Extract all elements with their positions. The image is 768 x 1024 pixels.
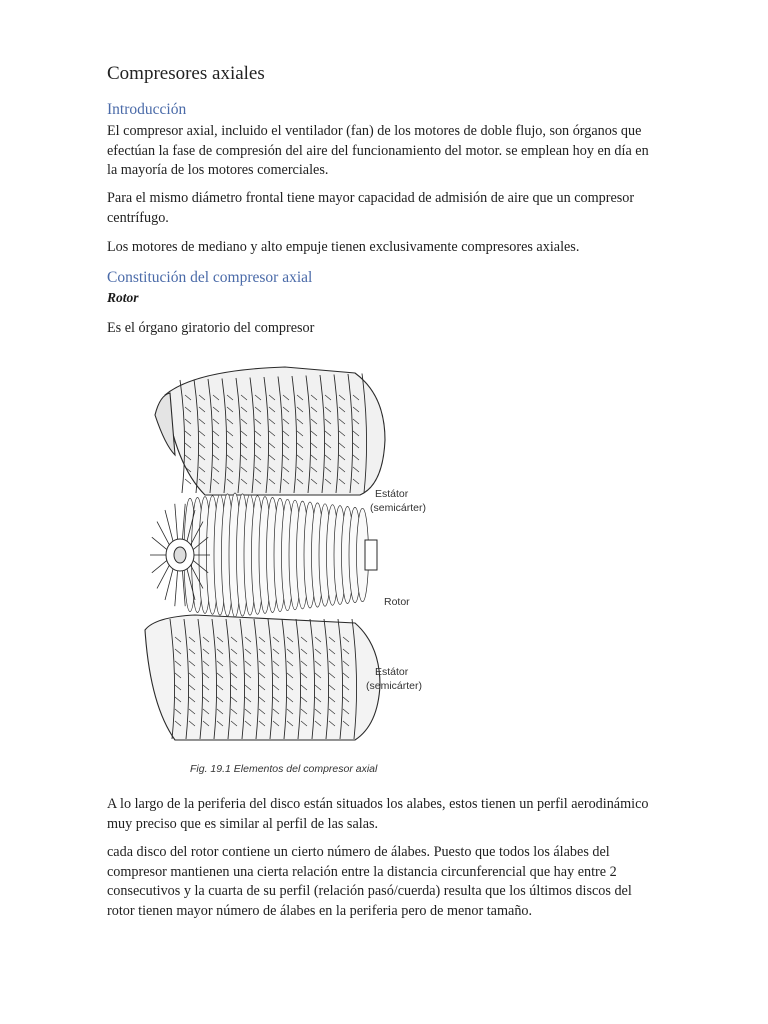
label-stator-bottom-1: Estátor <box>375 666 409 678</box>
figure-caption: Fig. 19.1 Elementos del compresor axial <box>190 763 378 775</box>
page-title: Compresores axiales <box>107 63 265 84</box>
stator-top-drawing <box>155 367 385 495</box>
heading-rotor: Rotor <box>107 290 139 305</box>
label-stator-top-2: (semicárter) <box>370 502 427 514</box>
compressor-figure <box>135 355 465 785</box>
stator-bottom-drawing <box>145 615 380 740</box>
heading-introduccion: Introducción <box>107 101 187 118</box>
paragraph-alabes-2: cada disco del rotor contiene un cierto número de álabes. Puesto que todos los álabes del compresor mantienen una cierta relación entre la distancia circunferencial que hay entre 2 consecutivos y la cuarta de su perfil (relación pasó/cuerda) resulta que los últimos discos del rotor tienen mayor número de álabes en la periferia pero de menor tamaño. <box>107 844 632 919</box>
heading-constitucion: Constitución del compresor axial <box>107 269 313 286</box>
paragraph-intro-2: Para el mismo diámetro frontal tiene mayor capacidad de admisión de aire que un compresor centrífugo. <box>107 190 635 226</box>
paragraph-intro-1: El compresor axial, incluido el ventilador (fan) de los motores de doble flujo, son órganos que efectúan la fase de compresión del aire del funcionamiento del motor. se emplean hoy en día en la mayoría de los motores comerciales. <box>107 123 649 178</box>
label-rotor: Rotor <box>384 596 410 608</box>
label-stator-bottom-2: (semicárter) <box>366 680 423 692</box>
paragraph-alabes-1: A lo largo de la periferia del disco están situados los alabes, estos tienen un perfil aerodinámico muy preciso que es similar al perfil de las salas. <box>107 796 649 832</box>
rotor-drawing <box>150 493 377 617</box>
label-stator-top-1: Estátor <box>375 488 409 500</box>
paragraph-intro-3: Los motores de mediano y alto empuje tienen exclusivamente compresores axiales. <box>107 239 580 255</box>
paragraph-rotor: Es el órgano giratorio del compresor <box>107 320 315 336</box>
